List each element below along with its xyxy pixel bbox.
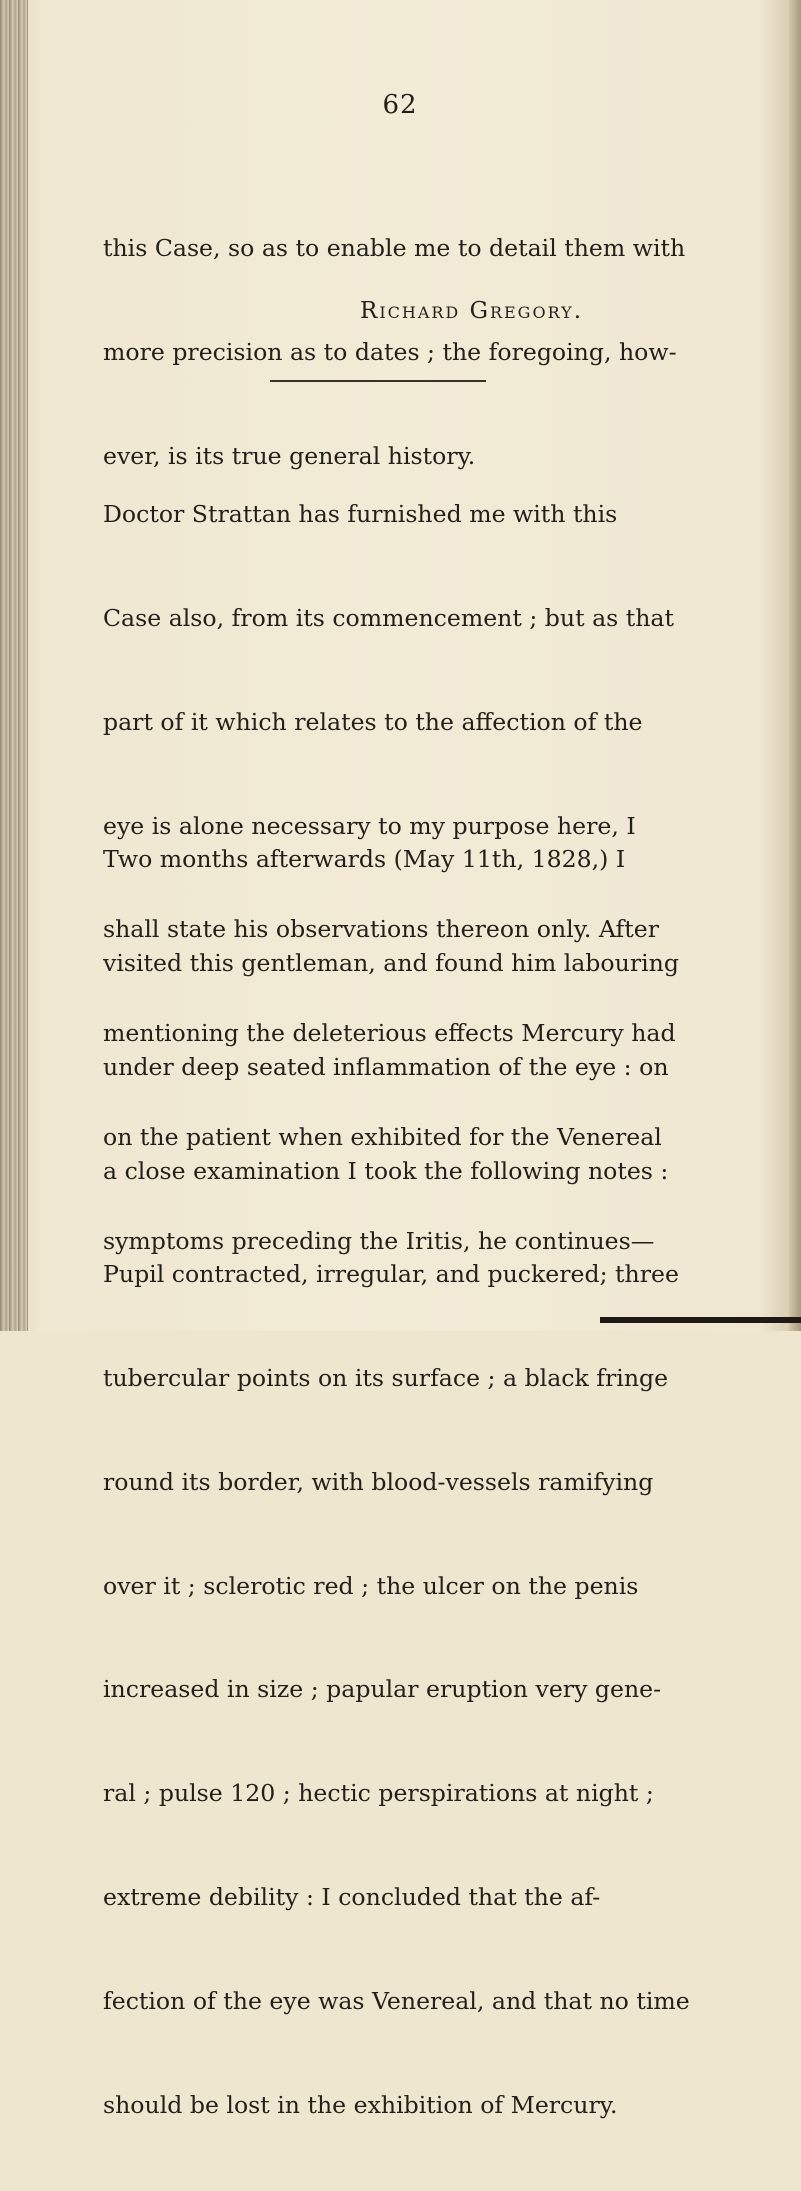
text-line: under deep seated inflammation of the eye : on	[103, 1052, 669, 1081]
section-divider	[270, 380, 486, 382]
text-line: over it ; sclerotic red ; the ulcer on the penis	[103, 1571, 639, 1600]
text-line: mentioning the deleterious effects Mercury had	[103, 1019, 676, 1048]
text-line: Two months afterwards (May 11th, 1828,) I	[103, 845, 626, 874]
text-line: ral ; pulse 120 ; hectic perspirations at night ;	[103, 1779, 654, 1808]
case-notes-paragraph	[103, 773, 690, 2191]
text-line: Pupil contracted, irregular, and puckered; three	[103, 1260, 679, 1289]
text-line: round its border, with blood-vessels ramifying	[103, 1467, 654, 1496]
text-line: on the patient when exhibited for the Venereal	[103, 1122, 662, 1151]
text-line: this Case, so as to enable me to detail them with	[103, 234, 686, 263]
text-line: fection of the eye was Venereal, and that no time	[103, 1986, 690, 2015]
text-line: tubercular points on its surface ; a black fringe	[103, 1364, 669, 1393]
text-line: more precision as to dates ; the foregoing, how-	[103, 337, 677, 366]
page-right-edge	[789, 0, 801, 1331]
text-line: part of it which relates to the affection of the	[103, 707, 643, 736]
text-line: visited this gentleman, and found him labouring	[103, 948, 679, 977]
text-line: ever, is its true general history.	[103, 441, 476, 470]
page-binding-edge	[0, 0, 28, 1331]
text-line: Case also, from its commencement ; but as that	[103, 603, 674, 632]
signature: Richard Gregory.	[360, 298, 583, 324]
page-number: 62	[382, 90, 418, 120]
text-line: eye is alone necessary to my purpose here, I	[103, 811, 636, 840]
text-line: shall state his observations thereon only. After	[103, 915, 659, 944]
text-line: should be lost in the exhibition of Mercury.	[103, 2090, 618, 2119]
text-line: a close examination I took the following notes :	[103, 1156, 669, 1185]
text-line: Doctor Strattan has furnished me with this	[103, 500, 618, 529]
text-line: increased in size ; papular eruption very gene-	[103, 1675, 662, 1704]
bottom-edge-rule	[600, 1317, 801, 1323]
text-line: symptoms preceding the Iritis, he continues—	[103, 1226, 655, 1255]
text-line: extreme debility : I concluded that the af-	[103, 1883, 601, 1911]
